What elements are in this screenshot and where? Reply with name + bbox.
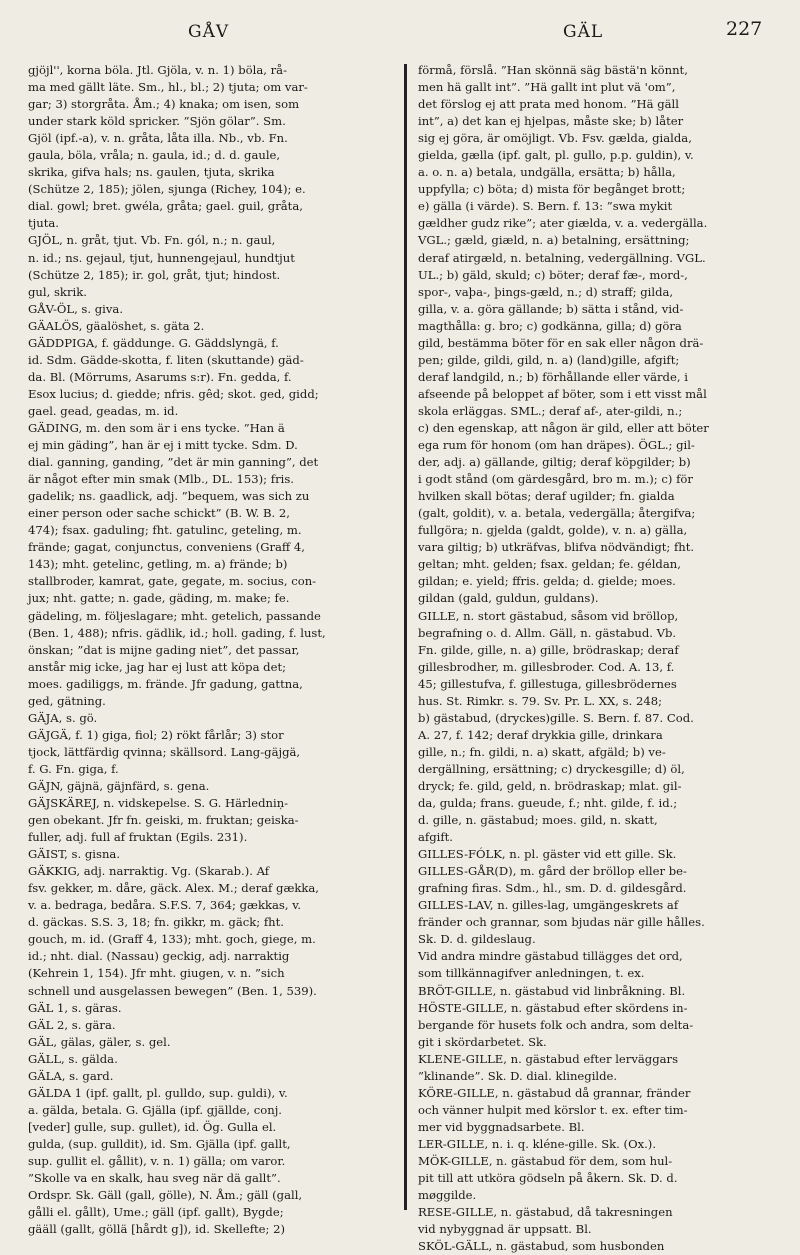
text-line: magthålla: g. bro; c) godkänna, gilla; d) göra	[418, 318, 682, 333]
text-line: gul, skrik.	[28, 284, 87, 299]
text-line: gild, bestämma böter för en sak eller någon drä-	[418, 335, 704, 350]
text-line: (Schütze 2, 185); jölen, sjunga (Richey, 104); e.	[28, 182, 306, 197]
text-line: afseende på beloppet af böter, som i ett visst mål	[418, 386, 707, 401]
text-line: GÄL 1, s. gäras.	[28, 1000, 122, 1015]
text-line: fuller, adj. full af fruktan (Egils. 231).	[28, 830, 248, 845]
text-line: schnell und ausgelassen bewegen” (Ben. 1, 539).	[28, 983, 317, 998]
text-line: sig ej göra, är omöjligt. Vb. Fsv. gælda, gialda,	[418, 131, 692, 146]
text-line: hus. St. Rimkr. s. 79. Sv. Pr. L. XX, s. 248;	[418, 693, 662, 708]
text-line: Sk. D. d. gildeslaug.	[418, 932, 536, 947]
text-line: fullgöra; n. gjelda (galdt, golde), v. n. a) gälla,	[418, 523, 688, 538]
text-line: einer person oder sache schickt” (B. W. B. 2,	[28, 506, 290, 521]
text-line: GÅV-ÖL, s. giva.	[28, 301, 124, 316]
text-line: ged, gätning.	[28, 693, 106, 708]
column-divider	[404, 64, 407, 1210]
text-line: gielda, gælla (ipf. galt, pl. gullo, p.p. guldin), v.	[418, 148, 694, 163]
text-line: dryck; fe. gild, geld, n. brödraskap; mlat. gil-	[418, 778, 682, 793]
text-line: gildan; e. yield; ffris. gelda; d. gielde; moes.	[418, 574, 676, 589]
text-line: GÄJA, s. gö.	[28, 710, 98, 725]
text-line: ega rum för honom (om han dräpes). ÖGL.; gil-	[418, 438, 695, 453]
text-line: GÄLDA 1 (ipf. gallt, pl. gulldo, sup. guldi), v.	[28, 1085, 288, 1100]
text-line: GÄLL, s. gälda.	[28, 1051, 118, 1066]
text-line: ma med gällt läte. Sm., hl., bl.; 2) tjuta; om var-	[28, 80, 308, 95]
text-line: (galt, goldit), v. a. betala, vedergälla; återgifva;	[418, 506, 696, 521]
text-line: e) gälla (i värde). S. Bern. f. 13: ”swa mykit	[418, 199, 673, 214]
text-line: dial. ganning, ganding, ”det är min ganning”, det	[28, 455, 319, 470]
text-line: Fn. gilde, gille, n. a) gille, brödraskap; deraf	[418, 642, 679, 657]
text-line: hvilken skall bötas; deraf ugilder; fn. gialda	[418, 489, 675, 504]
text-line: GÄLA, s. gard.	[28, 1068, 114, 1083]
text-line: KLENE-GILLE, n. gästabud efter lerväggars	[418, 1051, 679, 1066]
text-line: (Schütze 2, 185); ir. gol, gråt, tjut; hindost.	[28, 267, 281, 282]
text-line: GILLE, n. stort gästabud, såsom vid bröllop,	[418, 608, 679, 623]
text-line: a. gälda, betala. G. Gjälla (ipf. gjällde, conj.	[28, 1102, 282, 1117]
text-line: gouch, m. id. (Graff 4, 133); mht. goch, giege, m.	[28, 932, 316, 947]
text-line: gaula, böla, vråla; n. gaula, id.; d. d. gaule,	[28, 148, 281, 163]
text-line: geltan; mht. gelden; fsax. geldan; fe. géldan,	[418, 557, 681, 572]
text-line: Vid andra mindre gästabud tillägges det ord,	[418, 949, 683, 964]
text-line: gjöjl'', korna böla. Jtl. Gjöla, v. n. 1) böla, rå-	[28, 63, 287, 77]
text-line: HÖSTE-GILLE, n. gästabud efter skördens in-	[418, 1000, 688, 1015]
running-header	[0, 14, 800, 50]
text-line: gar; 3) storgråta. Åm.; 4) knaka; om isen, som	[28, 97, 300, 112]
text-line: mer vid byggnadsarbete. Bl.	[418, 1119, 585, 1134]
text-line: GÄJGÄ, f. 1) giga, fiol; 2) rökt fårlår; 3) stor	[28, 727, 284, 742]
text-line: LER-GILLE, n. i. q. kléne-gille. Sk. (Ox.).	[418, 1136, 657, 1151]
text-line: 45; gillestufva, f. gillestuga, gillesbrödernes	[418, 676, 677, 691]
text-line: gääll (gallt, göllä [hårdt g]), id. Skellefte; 2)	[28, 1222, 286, 1237]
text-line: som tillkännagifver anledningen, t. ex.	[418, 966, 645, 981]
text-line: deraf landgild, n.; b) förhållande eller värde, i	[418, 369, 688, 384]
text-line: sup. gullit el. gållit), v. n. 1) gälla; om varor.	[28, 1154, 286, 1168]
text-line: Ordspr. Sk. Gäll (gall, gölle), N. Åm.; gäll (gall,	[28, 1188, 303, 1203]
text-line: c) den egenskap, att någon är gild, eller att böter	[418, 420, 709, 435]
text-line: [veder] gulle, sup. gullet), id. Ög. Gulla el.	[28, 1119, 277, 1134]
text-line: ej min gäding”, han är ej i mitt tycke. Sdm. D.	[28, 438, 298, 453]
text-line: och vänner hulpit med körslor t. ex. efter tim-	[418, 1102, 688, 1117]
right-column	[418, 62, 784, 1254]
text-line: d. gille, n. gästabud; moes. gild, n. skatt,	[418, 813, 658, 828]
text-line: tjuta.	[28, 216, 59, 231]
text-line: afgift.	[418, 830, 453, 845]
text-line: 143); mht. getelinc, getling, m. a) frände; b)	[28, 557, 288, 572]
text-line: fsv. gekker, m. dåre, gäck. Alex. M.; deraf gækka,	[28, 881, 319, 896]
text-line: är något efter min smak (Mlb., DL. 153); fris.	[28, 472, 294, 487]
text-line: GJÖL, n. gråt, tjut. Vb. Fn. gól, n.; n. gaul,	[28, 233, 276, 248]
text-line: (Ben. 1, 488); nfris. gädlik, id.; holl. gading, f. lust,	[28, 625, 326, 640]
text-line: der, adj. a) gällande, giltig; deraf köpgilder; b)	[418, 455, 691, 470]
text-line: frände; gagat, conjunctus, conveniens (Graff 4,	[28, 540, 305, 555]
text-line: fränder och grannar, som bjudas när gille hålles.	[418, 915, 705, 930]
text-line: 474); fsax. gaduling; fht. gatulinc, geteling, m.	[28, 523, 302, 538]
text-line: moes. gadiliggs, m. frände. Jfr gadung, gattna,	[28, 676, 303, 691]
text-line: GÄIST, s. gisna.	[28, 847, 121, 862]
text-line: önskan; ”dat is mijne gading niet”, det passar,	[28, 642, 300, 657]
text-line: BRÖT-GILLE, n. gästabud vid linbråkning. Bl.	[418, 983, 686, 998]
text-line: gældher gudz rike”; ater giælda, v. a. vedergälla.	[418, 216, 708, 231]
text-line: gädeling, m. följeslagare; mht. getelich, passande	[28, 608, 321, 623]
text-line: uppfylla; c) böta; d) mista för begånget brott;	[418, 182, 686, 197]
text-line: i godt stånd (om gärdesgård, bro m. m.); c) för	[418, 472, 693, 487]
text-line: gulda, (sup. gulldit), id. Sm. Gjälla (ipf. gallt,	[28, 1136, 291, 1151]
text-line: gålli el. gållt), Ume.; gäll (ipf. gallt), Bygde;	[28, 1205, 284, 1220]
text-line: jux; nht. gatte; n. gade, gäding, m. make; fe.	[28, 591, 290, 606]
text-line: dial. gowl; bret. gwéla, gråta; gael. guil, gråta,	[28, 199, 303, 214]
text-line: Esox lucius; d. giedde; nfris. gêd; skot. ged, gidd;	[28, 386, 319, 401]
text-line: GÄDDPIGA, f. gäddunge. G. Gäddslyngä, f.	[28, 335, 279, 350]
text-line: bergande för husets folk och andra, som delta-	[418, 1017, 694, 1032]
text-line: ”klinande”. Sk. D. dial. klinegilde.	[418, 1068, 618, 1083]
text-line: anstår mig icke, jag har ej lust att köpa det;	[28, 659, 287, 674]
text-line: UL.; b) gäld, skuld; c) böter; deraf fæ-, mord-,	[418, 267, 688, 282]
text-line: Gjöl (ipf.-a), v. n. gråta, låta illa. Nb., vb. Fn.	[28, 131, 288, 146]
text-line: GÄKKIG, adj. narraktig. Vg. (Skarab.). Af	[28, 864, 270, 879]
text-line: d. gäckas. S.S. 3, 18; fn. gikkr, m. gäck; fht.	[28, 915, 284, 930]
text-line: GÄDING, m. den som är i ens tycke. ”Han ä	[28, 420, 285, 435]
text-line: GÄJN, gäjnä, gäjnfärd, s. gena.	[28, 778, 210, 793]
text-line: vid nybyggnad är uppsatt. Bl.	[418, 1222, 592, 1237]
text-line: det förslog ej att prata med honom. ”Hä gäll	[418, 97, 679, 112]
text-line: A. 27, f. 142; deraf drykkia gille, drinkara	[418, 727, 663, 742]
text-line: pen; gilde, gildi, gild, n. a) (land)gille, afgift;	[418, 352, 680, 367]
text-line: begrafning o. d. Allm. Gäll, n. gästabud. Vb.	[418, 625, 677, 640]
text-line: (Kehrein 1, 154). Jfr mht. giugen, v. n. ”sich	[28, 966, 285, 981]
text-line: v. a. bedraga, bedåra. S.F.S. 7, 364; gækkas, v.	[28, 898, 302, 913]
text-line: n. id.; ns. gejaul, tjut, hunnengejaul, hundtjut	[28, 250, 295, 265]
text-line: dergällning, ersättning; c) dryckesgille; d) öl,	[418, 761, 685, 776]
text-line: gael. gead, geadas, m. id.	[28, 403, 179, 418]
text-line: skola erläggas. SML.; deraf af-, ater-gildi, n.;	[418, 403, 683, 418]
text-line: men hä gallt int”. ”Hä gallt int plut vä 'om”,	[418, 80, 676, 95]
text-line: SKÖL-GÄLL, n. gästabud, som husbonden	[418, 1239, 665, 1254]
text-line: deraf atirgæld, n. betalning, vedergällning. VGL.	[418, 250, 706, 265]
text-line: gilla, v. a. göra gällande; b) sätta i stånd, vid-	[418, 301, 684, 316]
text-line: gille, n.; fn. gildi, n. a) skatt, afgäld; b) ve-	[418, 744, 666, 759]
text-line: GÄJSKÄREJ, n. vidskepelse. S. G. Härledniņ-	[28, 796, 289, 811]
text-line: GILLES-GÅR(D), m. gård der bröllop eller be-	[418, 864, 687, 879]
header-left-word: GÅV	[188, 22, 230, 42]
text-line: stallbroder, kamrat, gate, gegate, m. socius, con-	[28, 574, 317, 589]
header-right-word: GÄL	[563, 22, 604, 42]
text-line: KÖRE-GILLE, n. gästabud då grannar, fränder	[418, 1085, 691, 1100]
text-line: vara giltig; b) utkräfvas, blifva nödvändigt; fht.	[418, 540, 695, 555]
text-line: gildan (gald, guldun, guldans).	[418, 591, 599, 606]
text-line: gen obekant. Jfr fn. geiski, m. fruktan; geiska-	[28, 813, 299, 828]
text-line: int”, a) det kan ej hjelpas, måste ske; b) låter	[418, 114, 684, 129]
left-column	[28, 62, 394, 1237]
text-line: da. Bl. (Mörrums, Asarums s:r). Fn. gedda, f.	[28, 369, 292, 384]
text-line: gadelik; ns. gaadlick, adj. ”bequem, was sich zu	[28, 489, 310, 504]
text-line: f. G. Fn. giga, f.	[28, 761, 119, 776]
text-line: GÄALÖS, gäalöshet, s. gäta 2.	[28, 318, 205, 333]
text-line: VGL.; gæld, giæld, n. a) betalning, ersättning;	[418, 233, 690, 248]
text-line: spor-, vaþa-, þings-gæld, n.; d) straff; gilda,	[418, 284, 674, 299]
text-line: MÖK-GILLE, n. gästabud för dem, som hul-	[418, 1154, 673, 1168]
text-line: GÄL, gälas, gäler, s. gel.	[28, 1034, 171, 1049]
text-line: GILLES-FÓLK, n. pl. gäster vid ett gille. Sk.	[418, 847, 677, 862]
text-line: id.; nht. dial. (Nassau) geckig, adj. narraktig	[28, 949, 290, 964]
text-line: under stark köld spricker. ”Sjön gölar”. Sm.	[28, 114, 286, 129]
text-line: a. o. n. a) betala, undgälla, ersätta; b) hålla,	[418, 165, 676, 180]
text-line: møggilde.	[418, 1188, 477, 1203]
text-line: GÄL 2, s. gära.	[28, 1017, 116, 1032]
text-line: ”Skolle va en skalk, hau sveg när dä gallt”.	[28, 1171, 281, 1186]
text-line: b) gästabud, (dryckes)gille. S. Bern. f. 87. Cod.	[418, 710, 694, 725]
text-line: skrika, gifva hals; ns. gaulen, tjuta, skrika	[28, 165, 275, 180]
page-number: 227	[726, 18, 763, 40]
text-line: id. Sdm. Gädde-skotta, f. liten (skuttande) gäd-	[28, 352, 304, 367]
text-line: gillesbrodher, m. gillesbroder. Cod. A. 13, f.	[418, 659, 675, 674]
text-line: git i skördarbetet. Sk.	[418, 1034, 547, 1049]
text-line: tjock, lättfärdig qvinna; skällsord. Lang-gäjgä,	[28, 744, 301, 759]
text-line: pit till att utköra gödseln på åkern. Sk. D. d.	[418, 1171, 678, 1186]
text-line: GILLES-LAV, n. gilles-lag, umgängeskrets af	[418, 898, 679, 913]
text-line: RESE-GILLE, n. gästabud, då takresningen	[418, 1205, 673, 1220]
text-line: da, gulda; frans. gueude, f.; nht. gilde, f. id.;	[418, 796, 678, 811]
text-line: förmå, förslå. ”Han skönnä säg bästä'n könnt,	[418, 63, 688, 77]
text-line: grafning firas. Sdm., hl., sm. D. d. gildesgård.	[418, 881, 687, 896]
